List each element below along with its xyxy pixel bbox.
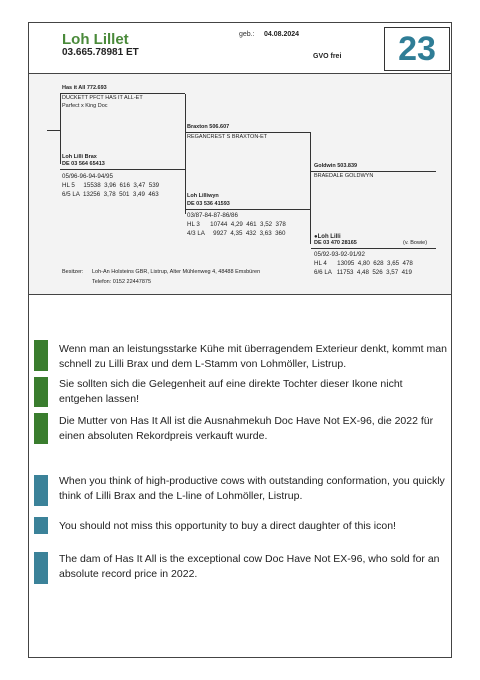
granddam-note: (v. Bowie) <box>403 240 428 246</box>
lot-number: 23 <box>384 27 450 71</box>
birth-date: 04.08.2024 <box>264 31 300 38</box>
goldwin-fullname: BRAEDALE GOLDWYN <box>314 173 374 179</box>
braxton-fullname: REGANCREST S BRAXTON-ET <box>187 134 268 140</box>
dam-line <box>185 209 310 210</box>
lactation-row: 6/6 LA 11753 4,48 526 3,57 419 <box>314 269 412 276</box>
paragraph-de-3: Die Mutter von Has It All ist die Ausnahmekuh Doc Have Not EX-96, die 2022 für einen absoluten Rekordpreis verkauft wurde. <box>59 415 434 442</box>
sire-parents: Parfect x King Doc <box>62 103 108 109</box>
dam-stats <box>187 211 286 238</box>
lactation-row: 4/3 LA 9927 4,35 432 3,63 360 <box>187 230 286 237</box>
paragraph-en-3: The dam of Has It All is the exceptional cow Doc Have Not EX-96, who sold for an absolute record price in 2022. <box>59 553 440 580</box>
owner-address: Loh-An Holsteins GBR, Listrup, Alter Mühlenweg 4, 48488 Emsbüren <box>92 269 261 275</box>
lactation-row: HL 5 15538 3,96 616 3,47 539 <box>62 182 160 189</box>
lactation-row: HL 3 10744 4,29 461 3,52 378 <box>187 221 286 228</box>
classification: 03/87-84-87-86/86 <box>187 212 238 219</box>
pedigree-box <box>28 73 452 295</box>
blue-marker <box>34 475 48 506</box>
braxton-line <box>185 132 310 133</box>
blue-marker <box>34 552 48 584</box>
paragraph-en-2: You should not miss this opportunity to buy a direct daughter of this icon! <box>59 520 396 532</box>
bracket-dam <box>185 94 186 191</box>
animal-name: Loh Lillet <box>62 31 129 48</box>
sire-name: Has it All 772.693 <box>62 85 107 91</box>
owner-phone: Telefon: 0152 22447875 <box>92 279 152 285</box>
bracket-sire-stub <box>47 130 60 131</box>
paragraph-en-1: When you think of high-productive cows with outstanding conformation, you quickly think of Lilli Brax and the L-line of Lohmöller, Listrup. <box>59 475 445 502</box>
green-marker <box>34 377 48 407</box>
green-marker <box>34 413 48 444</box>
gvo-status: GVO frei <box>313 53 342 60</box>
sire-line <box>60 93 185 94</box>
bracket-granddam <box>310 132 311 244</box>
goldwin-name: Goldwin 503.839 <box>314 163 358 169</box>
blue-marker <box>34 517 48 534</box>
dam-reg: DE 03 536 41593 <box>187 201 230 207</box>
lactation-row: 6/5 LA 13256 3,78 501 3,49 463 <box>62 191 159 198</box>
granddam-line <box>311 248 436 249</box>
classification: 05/92-93-92-91/92 <box>314 251 365 258</box>
green-marker <box>34 340 48 371</box>
paragraph-de-2: Sie sollten sich die Gelegenheit auf eine direkte Tochter dieser Ikone nicht entgehen lassen! <box>59 378 403 405</box>
animal-reg-number: 03.665.78981 ET <box>62 47 139 58</box>
braxton-name: Braxton 506.607 <box>187 124 230 130</box>
bracket-dam-lower <box>185 191 186 214</box>
dam-name: Loh Lilliwyn <box>187 193 219 199</box>
lactation-row: HL 4 13095 4,80 628 3,65 478 <box>314 260 413 267</box>
sire-fullname: DUCKETT PFCT HAS IT ALL-ET <box>62 95 143 101</box>
goldwin-line <box>311 171 436 172</box>
sire-dam-reg: DE 03 564 65413 <box>62 161 105 167</box>
granddam-name: ●Loh Lilli <box>314 234 341 240</box>
sire-dam-name: Loh Lilli Brax <box>62 154 97 160</box>
birth-label: geb.: <box>239 31 255 38</box>
classification: 05/96-96-94-94/95 <box>62 173 113 180</box>
animal-header <box>28 22 452 74</box>
sire-dam-stats <box>62 172 159 199</box>
owner-label: Besitzer: <box>62 269 84 275</box>
granddam-stats <box>314 250 413 277</box>
bracket-sire <box>60 93 61 164</box>
paragraph-de-1: Wenn man an leistungsstarke Kühe mit überragendem Exterieur denkt, kommt man schnell zu Lilli Brax und dem L-Stamm von Lohmöller, Listrup. <box>59 343 447 370</box>
granddam-reg: DE 03 470 28165 <box>314 240 357 246</box>
sire-dam-line <box>60 169 185 170</box>
